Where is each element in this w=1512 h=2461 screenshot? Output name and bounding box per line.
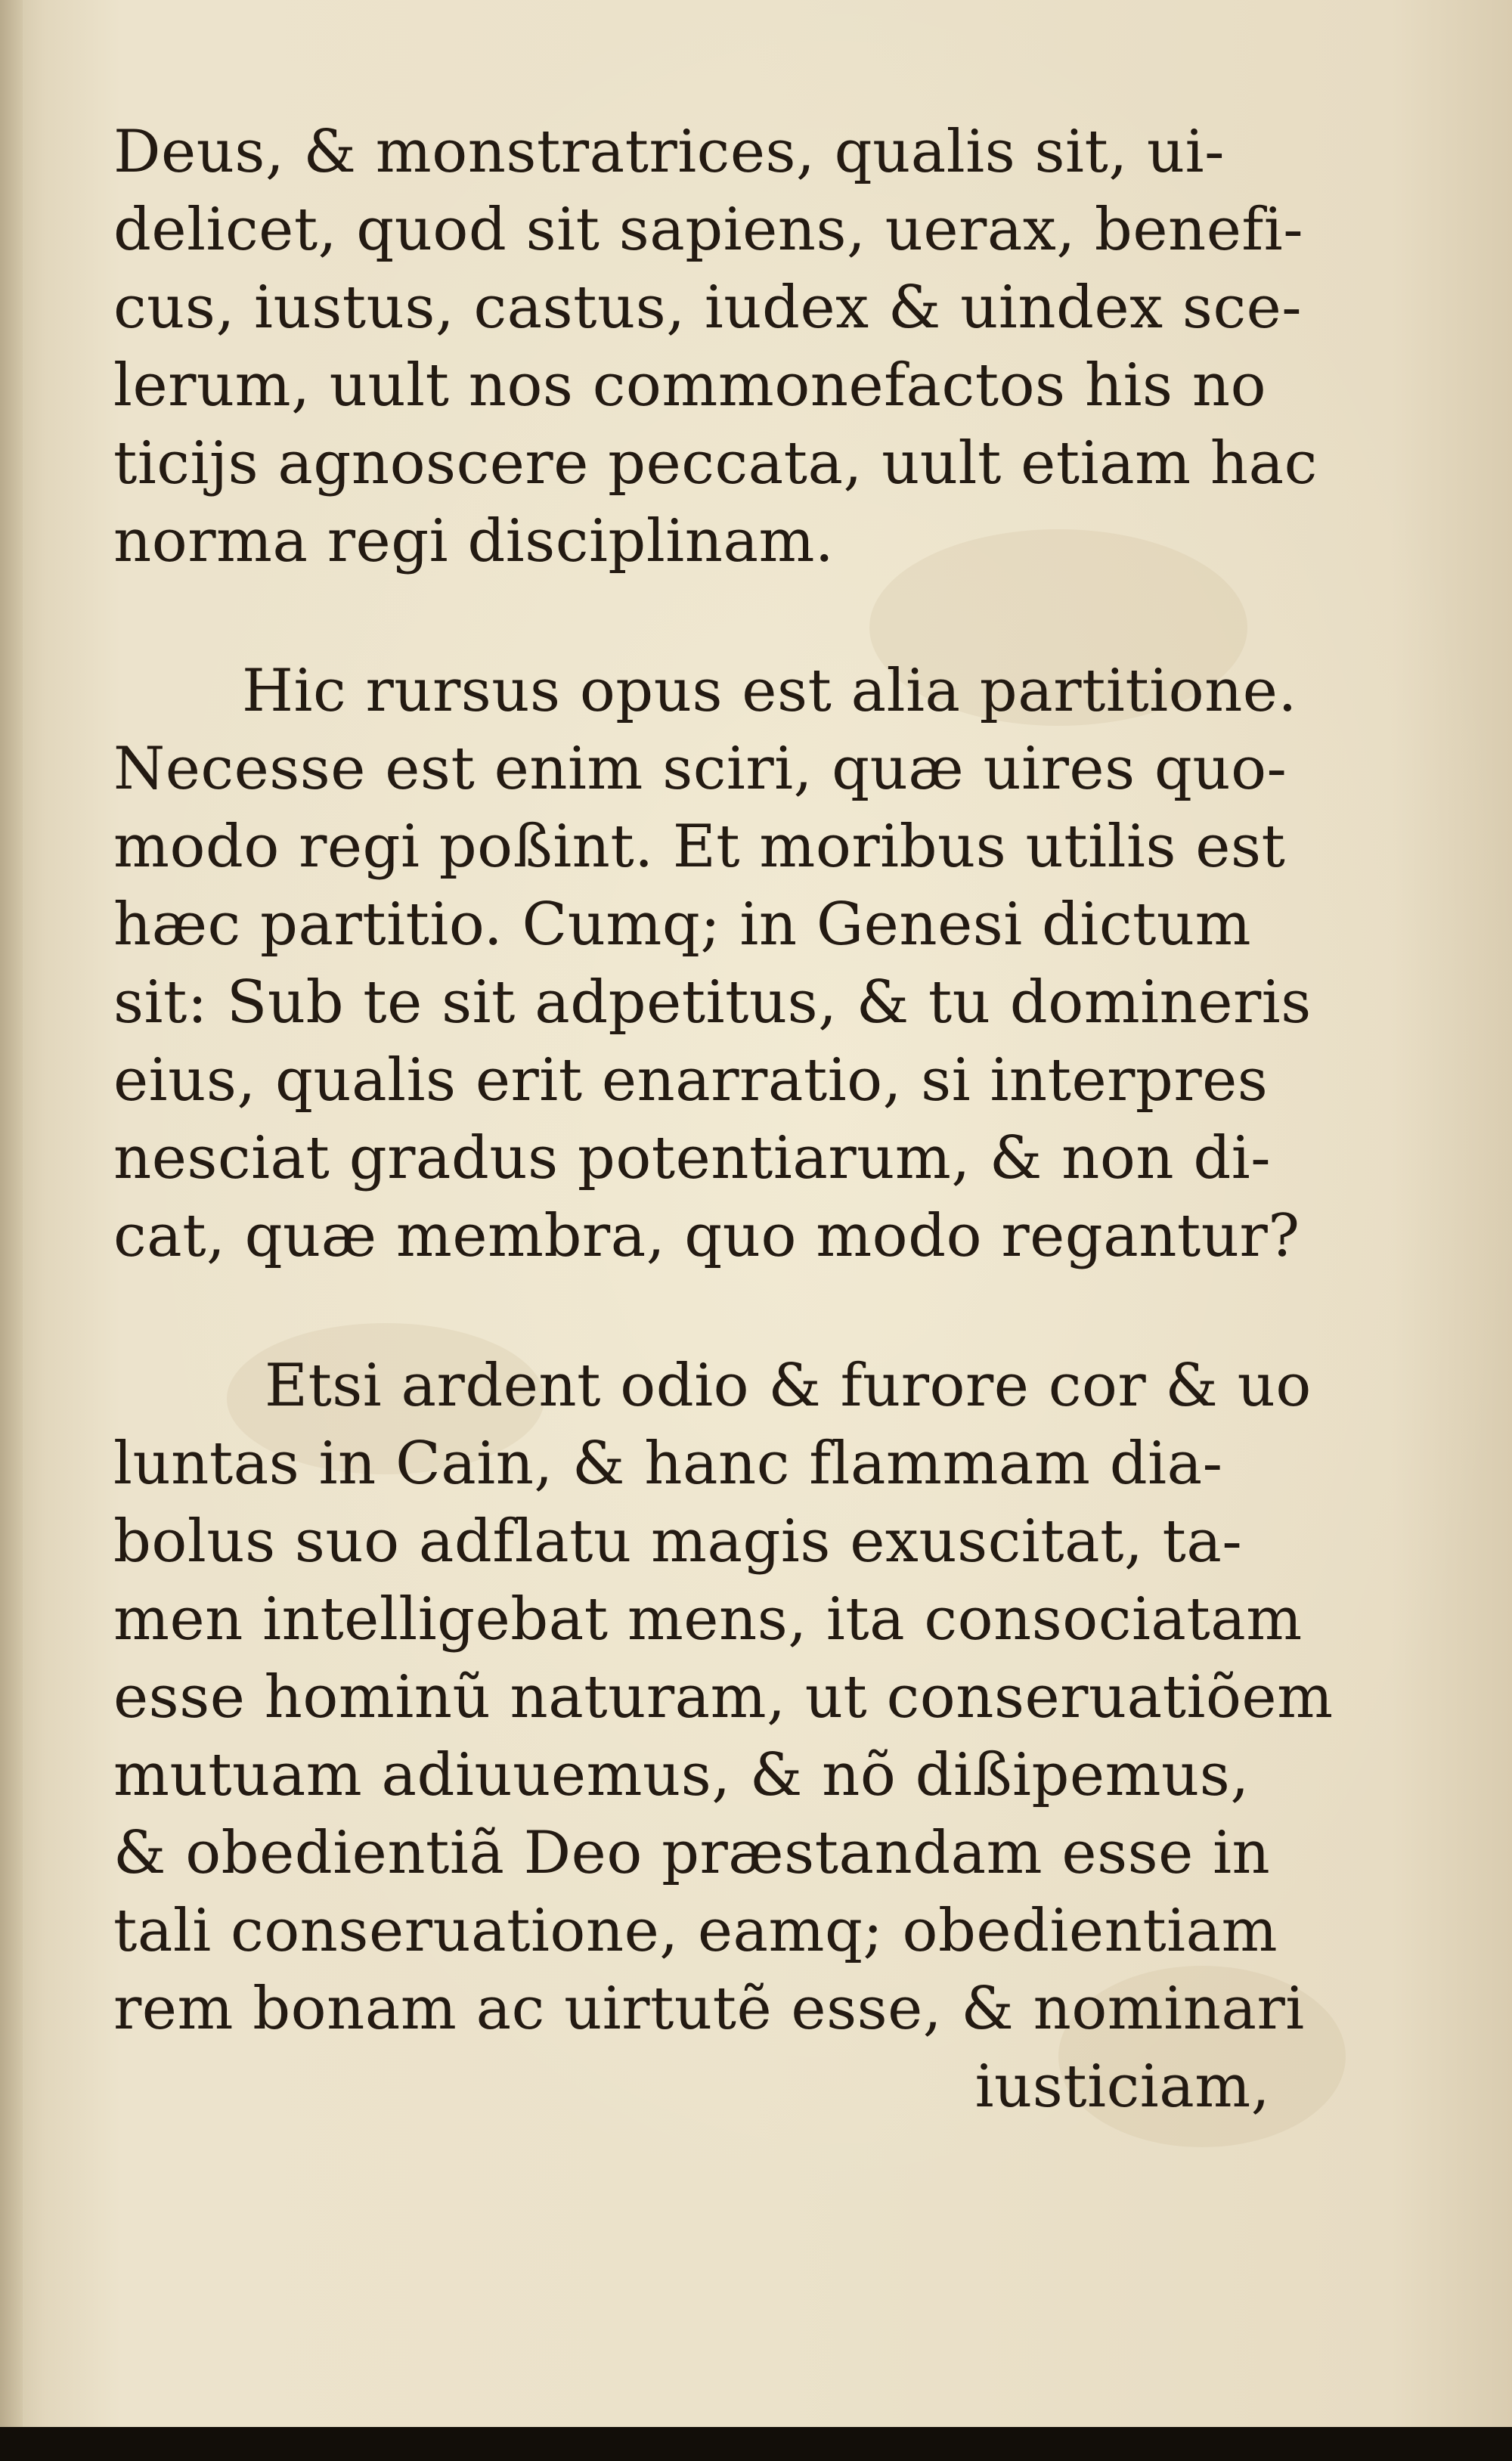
scan-bottom-edge bbox=[0, 2427, 1512, 2461]
text-line: rem bonam ac uirtutẽ esse, & nominari bbox=[113, 1975, 1305, 2043]
printed-text bbox=[113, 113, 1334, 2126]
text-line: bolus suo adflatu magis exuscitat, ta- bbox=[113, 1508, 1243, 1576]
page-gutter bbox=[0, 0, 23, 2427]
catchword: iusticiam, bbox=[974, 2053, 1270, 2121]
paragraph-2 bbox=[113, 652, 1312, 1275]
text-line: ticijs agnoscere peccata, uult etiam hac bbox=[113, 429, 1318, 497]
text-line: Etsi ardent odio & furore cor & uo bbox=[265, 1352, 1312, 1420]
text-line: cus, iustus, castus, iudex & uindex sce- bbox=[113, 274, 1303, 342]
text-line: Hic rursus opus est alia partitione. bbox=[242, 657, 1297, 725]
paragraph-3 bbox=[113, 1347, 1334, 2048]
text-line: lerum, uult nos commonefactos his no bbox=[113, 352, 1267, 420]
text-line: Deus, & monstratrices, qualis sit, ui- bbox=[113, 118, 1225, 186]
text-line: delicet, quod sit sapiens, uerax, benefi- bbox=[113, 196, 1304, 264]
text-line: nesciat gradus potentiarum, & non di- bbox=[113, 1124, 1272, 1192]
text-line: norma regi disciplinam. bbox=[113, 507, 835, 575]
text-line: cat, quæ membra, quo modo regantur? bbox=[113, 1202, 1300, 1270]
text-line: Necesse est enim sciri, quæ uires quo- bbox=[113, 735, 1287, 803]
text-line: hæc partitio. Cumq; in Genesi dictum bbox=[113, 891, 1252, 959]
text-line: & obedientiã Deo præstandam esse in bbox=[113, 1819, 1271, 1887]
text-line: mutuam adiuuemus, & nõ dißipemus, bbox=[113, 1741, 1250, 1809]
text-line: eius, qualis erit enarratio, si interpres bbox=[113, 1046, 1269, 1114]
text-line: sit: Sub te sit adpetitus, & tu domineris bbox=[113, 969, 1312, 1037]
text-line: men intelligebat mens, ita consociatam bbox=[113, 1585, 1303, 1654]
text-line: tali conseruatione, eamq; obedientiam bbox=[113, 1897, 1278, 1965]
text-line: modo regi poßint. Et moribus utilis est bbox=[113, 813, 1286, 881]
text-line: esse hominũ naturam, ut conseruatiõem bbox=[113, 1663, 1334, 1731]
paragraph-1 bbox=[113, 113, 1318, 581]
text-line: luntas in Cain, & hanc flammam dia- bbox=[113, 1430, 1223, 1498]
